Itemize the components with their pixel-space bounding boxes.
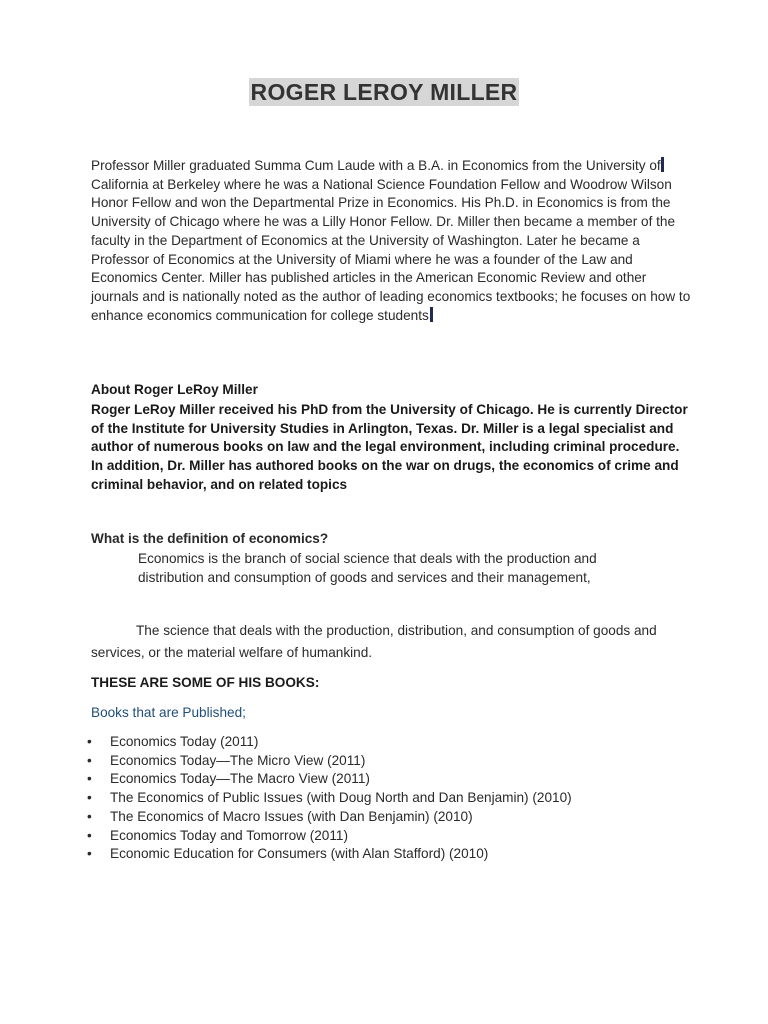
book-title: Economics Today—The Macro View (2011)	[110, 771, 370, 787]
list-item	[87, 789, 572, 808]
bullet-icon: •	[87, 846, 92, 862]
book-title: Economics Today and Tomorrow (2011)	[110, 827, 349, 843]
list-item	[87, 827, 572, 846]
book-title: The Economics of Public Issues (with Doug North and Dan Benjamin) (2010)	[110, 790, 572, 806]
document-title: ROGER LEROY MILLER	[250, 79, 518, 105]
bio-text-part2: California at Berkeley where he was a National Science Foundation Fellow and Woodrow Wilson Honor Fellow and won the Departmental Prize in Economics. His Ph.D. in Economics is from the University of Chicago where he was a Lilly Honor Fellow. Dr. Miller then became a member of the faculty in the Department of Economics at the University of Washington. Later he became a Professor of Economics at the University of Miami where he was a founder of the Law and Economics Center. Miller has published articles in the American Economic Review and other journals and is nationally noted as the author of leading economics textbooks; he focuses on how to enhance economics communication for college students	[91, 176, 691, 323]
book-title: Economic Education for Consumers (with Alan Stafford) (2010)	[110, 846, 489, 862]
bullet-icon: •	[87, 790, 92, 806]
definition-answer-1: Economics is the branch of social science that deals with the production and distribution and consumption of goods and services and their management,	[138, 551, 597, 585]
book-title: Economics Today (2011)	[110, 734, 259, 749]
list-item	[87, 752, 572, 771]
list-item	[87, 845, 572, 864]
list-item	[87, 770, 572, 789]
books-list	[87, 733, 572, 864]
bullet-icon: •	[87, 752, 92, 768]
bio-text-part1: Professor Miller graduated Summa Cum Laude with a B.A. in Economics from the University of	[91, 158, 661, 173]
list-item	[87, 733, 572, 752]
bullet-icon: •	[87, 827, 92, 843]
book-title: Economics Today—The Micro View (2011)	[110, 752, 366, 768]
books-subheading: Books that are Published;	[91, 705, 246, 720]
books-heading: THESE ARE SOME OF HIS BOOKS:	[91, 675, 320, 690]
bullet-icon: •	[87, 771, 92, 787]
list-item	[87, 808, 572, 827]
about-paragraph: Roger LeRoy Miller received his PhD from the University of Chicago. He is currently Director of the Institute for University Studies in Arlington, Texas. Dr. Miller is a legal specialist and author of numerous books on law and the legal environment, including criminal procedure. In addition, Dr. Miller has authored books on the war on drugs, the economics of crime and criminal behavior, and on related topics	[91, 402, 688, 492]
bullet-icon: •	[87, 808, 92, 824]
bio-paragraph	[91, 157, 691, 325]
title-container	[0, 78, 768, 106]
text-cursor	[661, 157, 664, 172]
about-heading: About Roger LeRoy Miller	[91, 382, 258, 397]
text-cursor-end	[430, 307, 433, 322]
bullet-icon: •	[87, 734, 92, 749]
book-title: The Economics of Macro Issues (with Dan Benjamin) (2010)	[110, 808, 473, 824]
definition-answer-2: The science that deals with the production, distribution, and consumption of goods and services, or the material welfare of humankind.	[91, 623, 657, 660]
definition-question: What is the definition of economics?	[91, 531, 329, 546]
